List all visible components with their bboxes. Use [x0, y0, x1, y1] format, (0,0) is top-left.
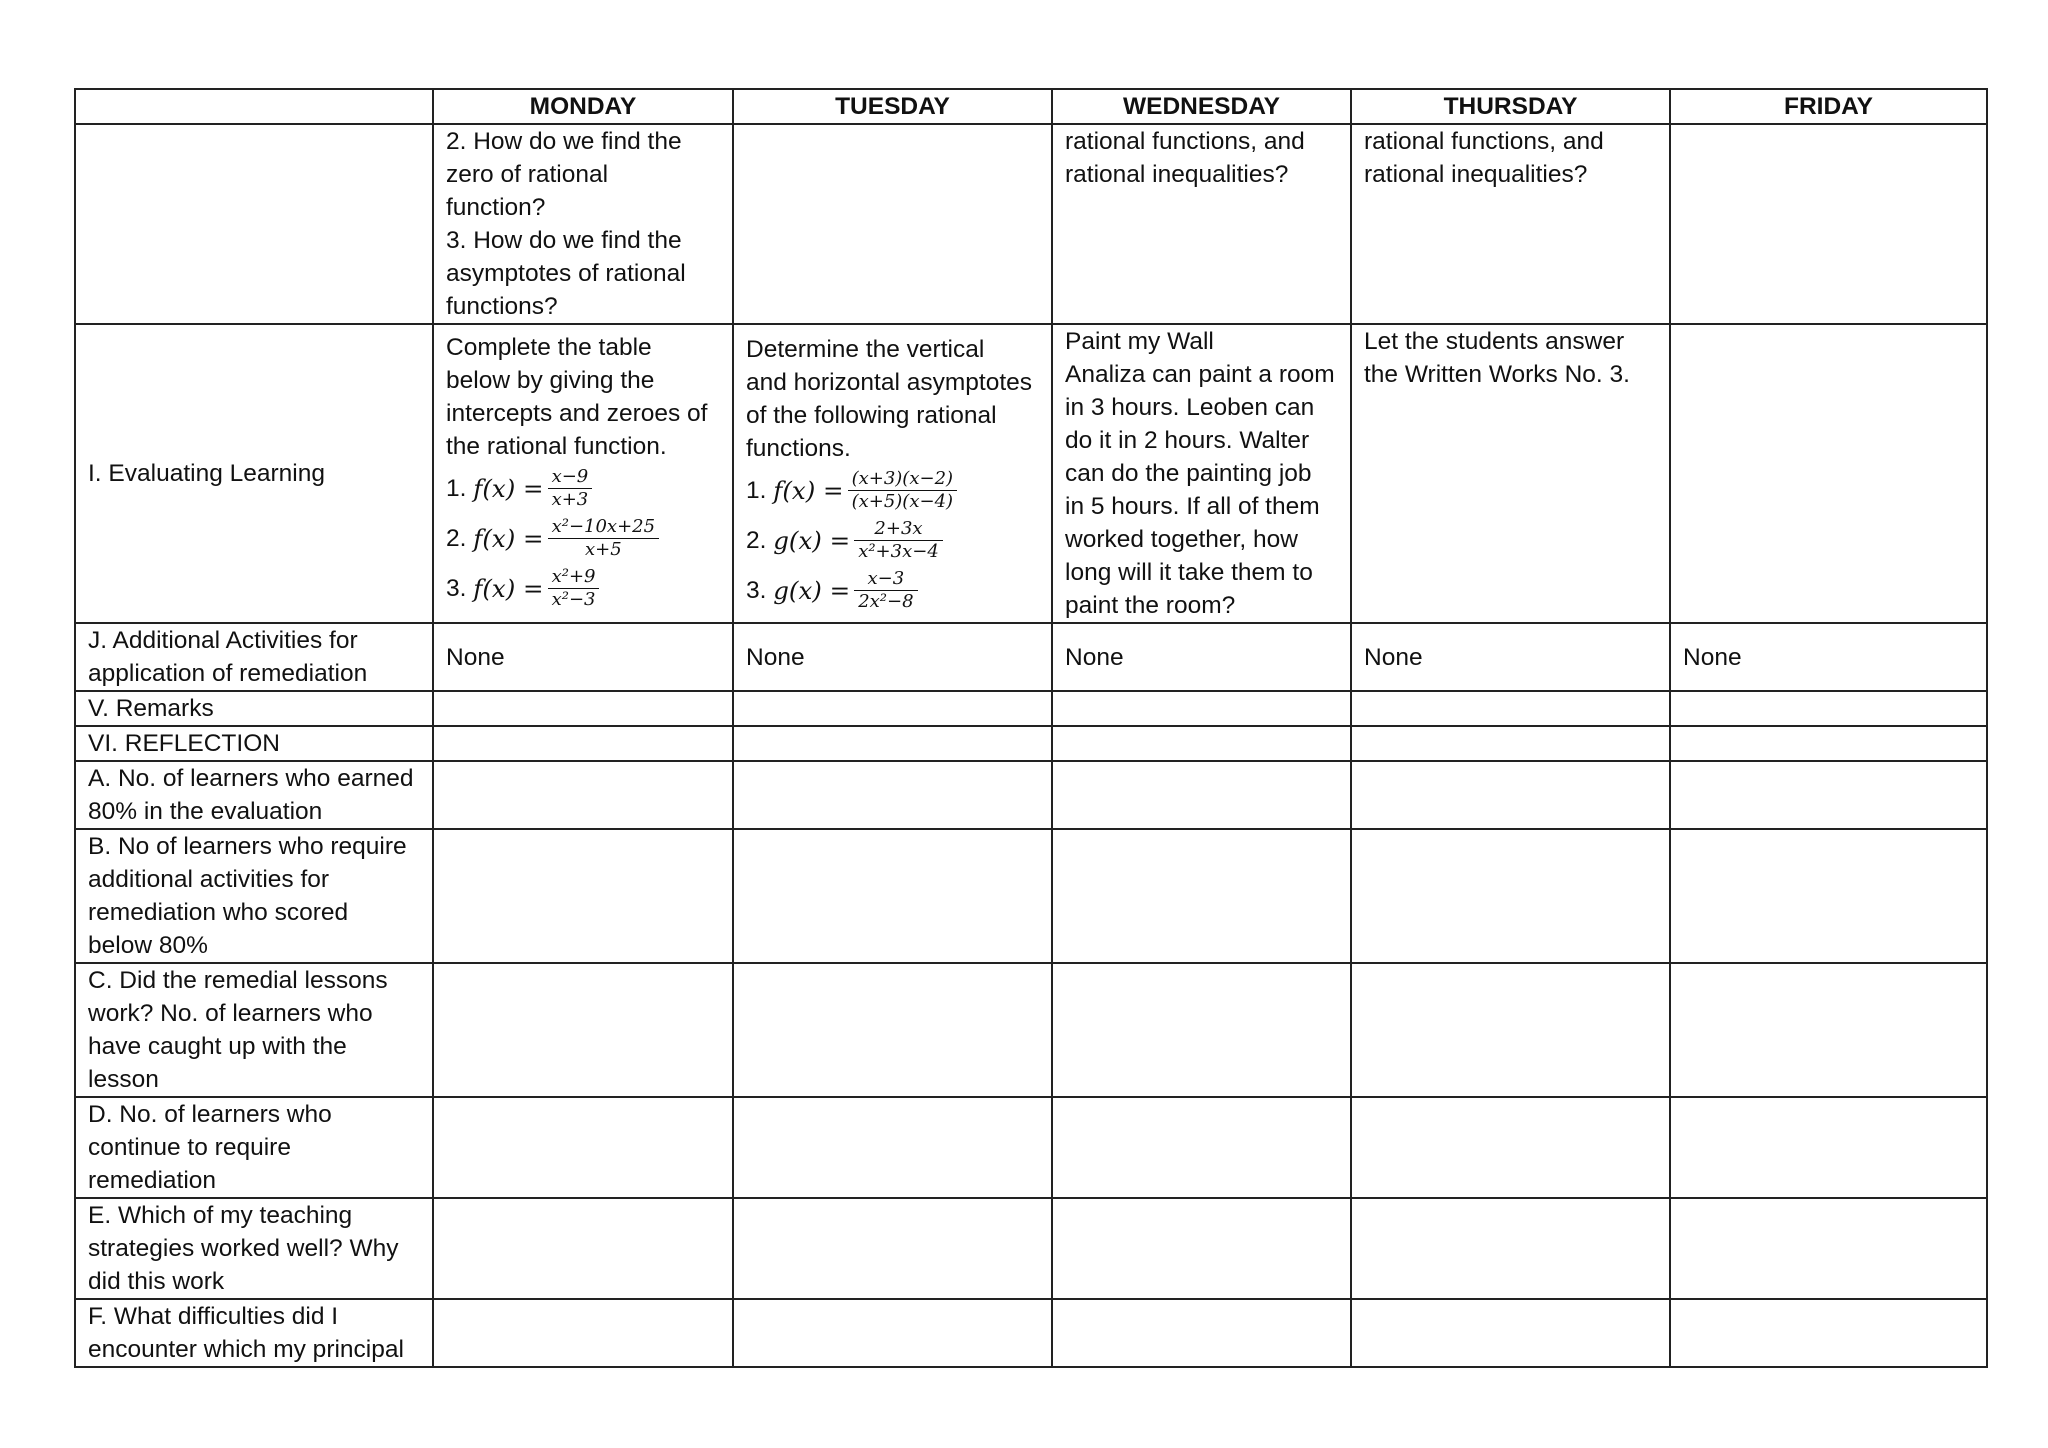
empty-cell: [1052, 1097, 1351, 1198]
eq-lhs: f(x) =: [473, 573, 544, 603]
denominator: x²+3x−4: [858, 540, 939, 562]
header-monday: MONDAY: [433, 89, 733, 124]
text-line: continue to require: [88, 1134, 291, 1161]
text-line: long will it take them to: [1065, 559, 1313, 586]
eq-lhs: f(x) =: [773, 475, 844, 505]
empty-cell: [1052, 963, 1351, 1097]
reflection-row-b: [75, 829, 1987, 963]
text-line: functions?: [446, 293, 558, 320]
eq-prefix: 3.: [446, 574, 467, 602]
text-line: and horizontal asymptotes: [746, 369, 1032, 396]
denominator: 2x²−8: [858, 590, 914, 612]
text-line: work? No. of learners who: [88, 1000, 373, 1027]
empty-cell: [733, 1299, 1052, 1367]
empty-cell: [1670, 963, 1987, 1097]
text-line: the Written Works No. 3.: [1364, 361, 1630, 388]
text-line: Complete the table: [446, 334, 652, 361]
empty-cell: [733, 1097, 1052, 1198]
denominator: x+5: [584, 538, 622, 560]
additional-tuesday: None: [733, 623, 1052, 691]
empty-cell: [1670, 1299, 1987, 1367]
additional-wednesday: None: [1052, 623, 1351, 691]
equation-1: [446, 463, 720, 513]
text-line: paint the room?: [1065, 592, 1236, 619]
text-line: encounter which my principal: [88, 1336, 404, 1363]
text-line: rational functions, and: [1364, 128, 1604, 155]
text-line: B. No of learners who require: [88, 833, 407, 860]
eq-prefix: 1.: [446, 474, 467, 502]
text-line: D. No. of learners who: [88, 1101, 332, 1128]
text-line: A. No. of learners who earned: [88, 765, 414, 792]
text-line: J. Additional Activities for: [88, 627, 358, 654]
eq-prefix: 1.: [746, 476, 767, 504]
fraction: [548, 566, 600, 611]
numerator: x²+9: [548, 566, 600, 589]
text-line: did this work: [88, 1268, 225, 1295]
empty-cell: [1670, 691, 1987, 726]
empty-cell: [1670, 1198, 1987, 1299]
text-line: below by giving the: [446, 367, 655, 394]
reflection-row-c: [75, 963, 1987, 1097]
text-line: lesson: [88, 1066, 159, 1093]
reflection-label: VI. REFLECTION: [75, 726, 433, 761]
empty-cell: [1670, 726, 1987, 761]
empty-cell: [433, 829, 733, 963]
denominator: (x+5)(x−4): [851, 490, 954, 512]
continued-tuesday: [733, 124, 1052, 324]
empty-cell: [1351, 963, 1670, 1097]
evaluating-thursday: [1351, 324, 1670, 623]
text-line: Let the students answer: [1364, 328, 1625, 355]
text-line: the rational function.: [446, 433, 667, 460]
text-line: rational functions, and: [1065, 128, 1305, 155]
empty-cell: [1351, 726, 1670, 761]
empty-cell: [733, 963, 1052, 1097]
text-line: rational inequalities?: [1065, 161, 1289, 188]
fraction: [848, 468, 957, 513]
text-line: below 80%: [88, 932, 208, 959]
evaluating-tuesday: [733, 324, 1052, 623]
empty-cell: [1052, 761, 1351, 829]
empty-cell: [433, 1198, 733, 1299]
eq-prefix: 2.: [446, 524, 467, 552]
text-line: of the following rational: [746, 402, 997, 429]
empty-cell: [733, 761, 1052, 829]
reflection-f-label: [75, 1299, 433, 1367]
empty-cell: [733, 691, 1052, 726]
reflection-row-f: [75, 1299, 1987, 1367]
header-blank: [75, 89, 433, 124]
additional-friday: None: [1670, 623, 1987, 691]
text-line: asymptotes of rational: [446, 260, 686, 287]
numerator: (x+3)(x−2): [848, 468, 957, 491]
eq-prefix: 2.: [746, 526, 767, 554]
reflection-e-label: [75, 1198, 433, 1299]
eq-prefix: 3.: [746, 576, 767, 604]
numerator: x−3: [854, 568, 917, 591]
eq-lhs: f(x) =: [473, 523, 544, 553]
empty-cell: [1052, 829, 1351, 963]
equation-2: [746, 515, 1039, 565]
text-line: zero of rational: [446, 161, 609, 188]
empty-cell: [433, 963, 733, 1097]
text-line: strategies worked well? Why: [88, 1235, 399, 1262]
text-line: have caught up with the: [88, 1033, 347, 1060]
empty-cell: [1052, 1198, 1351, 1299]
additional-activities-label: [75, 623, 433, 691]
text-line: do it in 2 hours. Walter: [1065, 427, 1310, 454]
header-wednesday: WEDNESDAY: [1052, 89, 1351, 124]
continued-row: [75, 124, 1987, 324]
continued-thursday: [1351, 124, 1670, 324]
empty-cell: [1052, 1299, 1351, 1367]
equation-3: [446, 563, 720, 613]
denominator: x+3: [551, 488, 589, 510]
text-line: additional activities for: [88, 866, 330, 893]
header-tuesday: TUESDAY: [733, 89, 1052, 124]
reflection-b-label: [75, 829, 433, 963]
empty-cell: [733, 726, 1052, 761]
empty-cell: [1670, 829, 1987, 963]
fraction: [854, 568, 917, 613]
daily-lesson-log-table: [74, 88, 1988, 1368]
reflection-d-label: [75, 1097, 433, 1198]
header-friday: FRIDAY: [1670, 89, 1987, 124]
text-line: C. Did the remedial lessons: [88, 967, 388, 994]
denominator: x²−3: [551, 588, 596, 610]
header-row: [75, 89, 1987, 124]
additional-thursday: None: [1351, 623, 1670, 691]
empty-cell: [433, 726, 733, 761]
continued-friday: [1670, 124, 1987, 324]
empty-cell: [733, 1198, 1052, 1299]
numerator: x−9: [548, 466, 593, 489]
text-line: 3. How do we find the: [446, 227, 682, 254]
numerator: x²−10x+25: [548, 516, 660, 539]
reflection-row: [75, 726, 1987, 761]
text-line: worked together, how: [1065, 526, 1298, 553]
remarks-label: V. Remarks: [75, 691, 433, 726]
reflection-c-label: [75, 963, 433, 1097]
empty-cell: [433, 761, 733, 829]
reflection-row-a: [75, 761, 1987, 829]
text-line: Analiza can paint a room: [1065, 361, 1335, 388]
text-line: Paint my Wall: [1065, 328, 1214, 355]
empty-cell: [1351, 1097, 1670, 1198]
empty-cell: [1351, 691, 1670, 726]
text-line: Determine the vertical: [746, 336, 985, 363]
text-line: 2. How do we find the: [446, 128, 682, 155]
text-line: 80% in the evaluation: [88, 798, 323, 825]
header-thursday: THURSDAY: [1351, 89, 1670, 124]
empty-cell: [433, 691, 733, 726]
empty-cell: [1351, 829, 1670, 963]
empty-cell: [433, 1097, 733, 1198]
evaluating-label: I. Evaluating Learning: [75, 324, 433, 623]
text-line: rational inequalities?: [1364, 161, 1588, 188]
text-line: application of remediation: [88, 660, 368, 687]
text-line: in 5 hours. If all of them: [1065, 493, 1320, 520]
empty-cell: [1052, 726, 1351, 761]
text-line: F. What difficulties did I: [88, 1303, 339, 1330]
evaluating-row: [75, 324, 1987, 623]
continued-monday: [433, 124, 733, 324]
remarks-row: [75, 691, 1987, 726]
empty-cell: [1351, 1198, 1670, 1299]
eq-lhs: g(x) =: [773, 575, 851, 605]
additional-monday: None: [433, 623, 733, 691]
equation-3: [746, 565, 1039, 615]
evaluating-friday: [1670, 324, 1987, 623]
reflection-row-d: [75, 1097, 1987, 1198]
text-line: remediation: [88, 1167, 217, 1194]
text-line: E. Which of my teaching: [88, 1202, 353, 1229]
empty-cell: [733, 829, 1052, 963]
reflection-a-label: [75, 761, 433, 829]
empty-cell: [1670, 1097, 1987, 1198]
empty-cell: [1351, 1299, 1670, 1367]
evaluating-monday: [433, 324, 733, 623]
additional-activities-row: [75, 623, 1987, 691]
empty-cell: [1351, 761, 1670, 829]
reflection-row-e: [75, 1198, 1987, 1299]
text-line: function?: [446, 194, 546, 221]
empty-cell: [1052, 691, 1351, 726]
continued-wednesday: [1052, 124, 1351, 324]
text-line: can do the painting job: [1065, 460, 1312, 487]
equation-1: [746, 465, 1039, 515]
fraction: [548, 466, 593, 511]
empty-cell: [1670, 761, 1987, 829]
text-line: remediation who scored: [88, 899, 349, 926]
fraction: [854, 518, 943, 563]
equation-2: [446, 513, 720, 563]
text-line: in 3 hours. Leoben can: [1065, 394, 1315, 421]
evaluating-wednesday: [1052, 324, 1351, 623]
text-line: intercepts and zeroes of: [446, 400, 708, 427]
empty-cell: [433, 1299, 733, 1367]
fraction: [548, 516, 660, 561]
text-line: functions.: [746, 435, 851, 462]
numerator: 2+3x: [854, 518, 943, 541]
eq-lhs: g(x) =: [773, 525, 851, 555]
eq-lhs: f(x) =: [473, 473, 544, 503]
continued-label: [75, 124, 433, 324]
